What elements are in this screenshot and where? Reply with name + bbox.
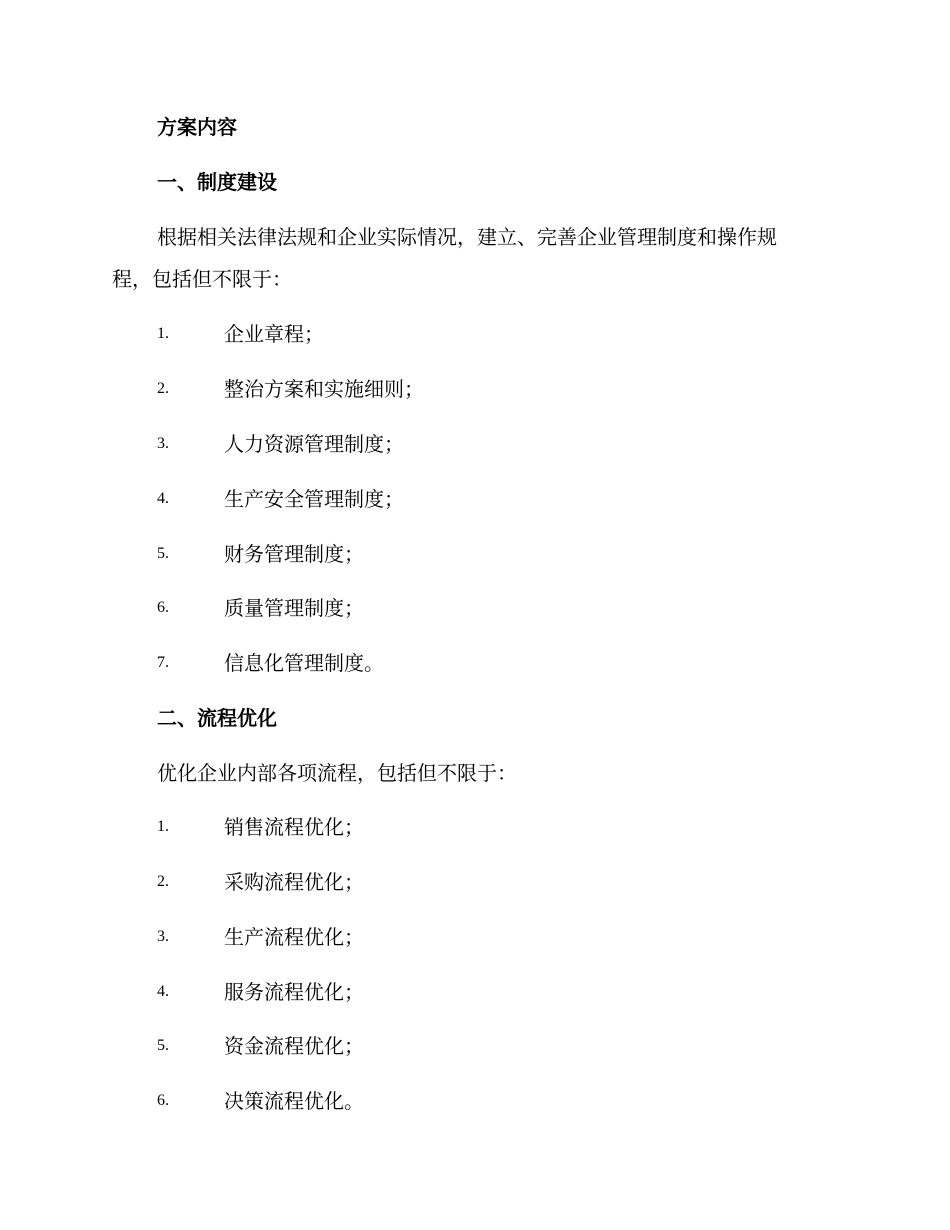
list-item-text: 服务流程优化； xyxy=(224,980,364,1004)
list-item-number: 7. xyxy=(157,654,169,671)
list-item-text: 整治方案和实施细则； xyxy=(224,377,424,401)
list-item-number: 2. xyxy=(157,380,169,397)
section2-intro: 优化企业内部各项流程，包括但不限于： xyxy=(157,761,517,785)
list-item-text: 质量管理制度； xyxy=(224,596,364,620)
list-item-text: 企业章程； xyxy=(224,322,324,346)
list-item-text: 资金流程优化； xyxy=(224,1034,364,1058)
list-item-number: 4. xyxy=(157,490,169,507)
list-item-number: 6. xyxy=(157,599,169,616)
section1-intro-line1: 根据相关法律法规和企业实际情况，建立、完善企业管理制度和操作规 xyxy=(157,225,777,249)
list-item-text: 财务管理制度； xyxy=(224,542,364,566)
list-item-text: 销售流程优化； xyxy=(224,815,364,839)
list-item-text: 决策流程优化。 xyxy=(224,1089,364,1113)
section2-heading: 二、流程优化 xyxy=(157,706,277,730)
list-item-number: 4. xyxy=(157,983,169,1000)
list-item-text: 信息化管理制度。 xyxy=(224,651,384,675)
list-item-number: 1. xyxy=(157,818,169,835)
list-item-text: 生产安全管理制度； xyxy=(224,487,404,511)
document-title: 方案内容 xyxy=(157,115,237,139)
list-item-text: 人力资源管理制度； xyxy=(224,432,404,456)
list-item-number: 3. xyxy=(157,928,169,945)
list-item-text: 采购流程优化； xyxy=(224,870,364,894)
section1-intro-line2: 程，包括但不限于： xyxy=(112,267,292,291)
list-item-text: 生产流程优化； xyxy=(224,925,364,949)
list-item-number: 5. xyxy=(157,1037,169,1054)
list-item-number: 6. xyxy=(157,1092,169,1109)
list-item-number: 3. xyxy=(157,435,169,452)
list-item-number: 1. xyxy=(157,325,169,342)
section1-heading: 一、制度建设 xyxy=(157,170,277,194)
list-item-number: 5. xyxy=(157,545,169,562)
list-item-number: 2. xyxy=(157,873,169,890)
